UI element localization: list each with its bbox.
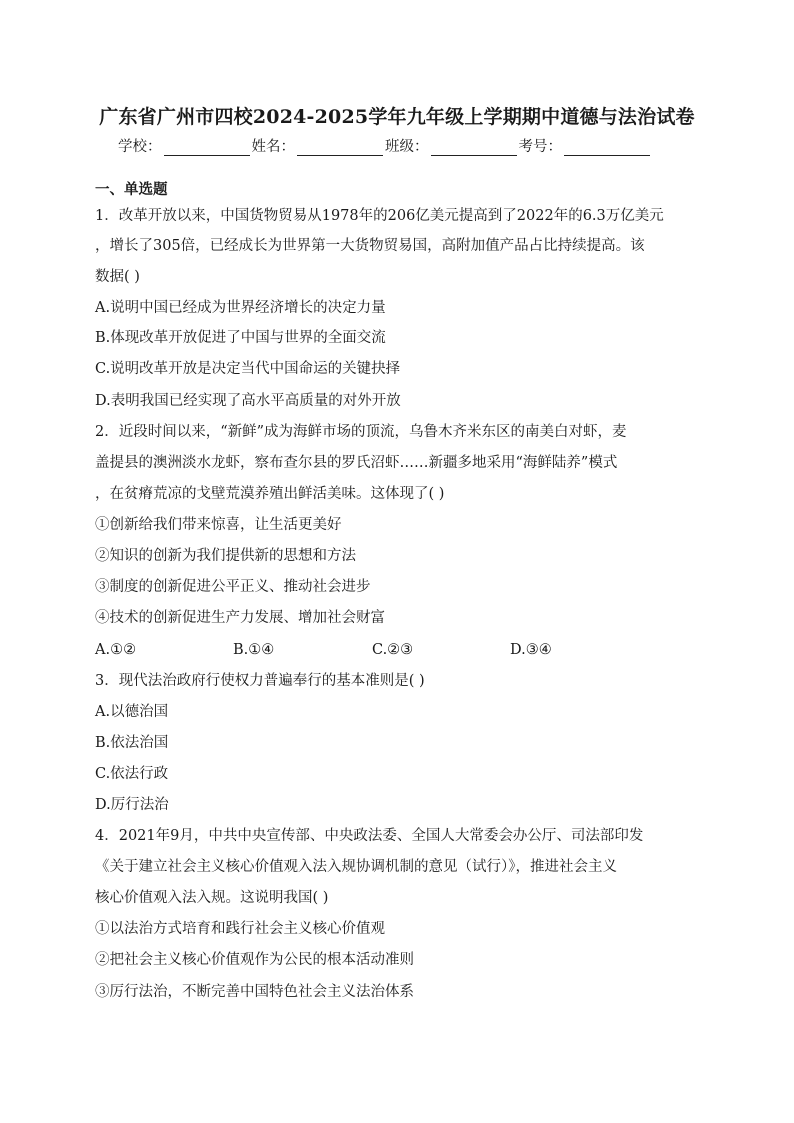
q2-statement-4: ④技术的创新促进生产力发展、增加社会财富 bbox=[95, 610, 385, 626]
q4-statement-3: ③厉行法治，不断完善中国特色社会主义法治体系 bbox=[95, 984, 414, 1000]
q1-option-d: D.表明我国已经实现了高水平高质量的对外开放 bbox=[95, 393, 401, 409]
q1-stem-line-1: 1．改革开放以来，中国货物贸易从1978年的206亿美元提高到了2022年的6.3万亿美元 bbox=[95, 208, 664, 224]
q4-statement-2: ②把社会主义核心价值观作为公民的根本活动准则 bbox=[95, 952, 414, 968]
q2-statement-1: ①创新给我们带来惊喜，让生活更美好 bbox=[95, 517, 342, 533]
q2-stem-line-1: 2．近段时间以来，“新鲜”成为海鲜市场的顶流，乌鲁木齐米东区的南美白对虾，麦 bbox=[95, 424, 627, 440]
school-blank[interactable] bbox=[164, 141, 250, 156]
q3-option-c: C.依法行政 bbox=[95, 766, 169, 782]
q2-option-b: B.①④ bbox=[233, 642, 275, 658]
q1-option-c: C.说明改革开放是决定当代中国命运的关键抉择 bbox=[95, 361, 401, 377]
exam-number-label: 考号： bbox=[518, 139, 562, 155]
class-label: 班级： bbox=[385, 139, 429, 155]
class-blank[interactable] bbox=[431, 141, 517, 156]
q2-option-a: A.①② bbox=[95, 642, 137, 658]
q1-stem-line-2: ，增长了305倍，已经成长为世界第一大货物贸易国，高附加值产品占比持续提高。该 bbox=[95, 238, 645, 254]
q1-stem-line-3: 数据( ) bbox=[95, 269, 140, 285]
q2-option-c: C.②③ bbox=[372, 642, 414, 658]
q2-stem-line-2: 盖提县的澳洲淡水龙虾，察布查尔县的罗氏沼虾……新疆多地采用“海鲜陆养”模式 bbox=[95, 455, 618, 471]
q4-statement-1: ①以法治方式培育和践行社会主义核心价值观 bbox=[95, 921, 385, 937]
q1-option-a: A.说明中国已经成为世界经济增长的决定力量 bbox=[95, 300, 386, 316]
exam-number-blank[interactable] bbox=[564, 141, 650, 156]
exam-title: 广东省广州市四校2024-2025学年九年级上学期期中道德与法治试卷 bbox=[99, 106, 695, 128]
q4-stem-line-3: 核心价值观入法入规。这说明我国( ) bbox=[95, 890, 329, 906]
q4-stem-line-2: 《关于建立社会主义核心价值观入法入规协调机制的意见（试行）》，推进社会主义 bbox=[95, 859, 617, 875]
section-title: 一、单选题 bbox=[95, 181, 168, 198]
q4-stem-line-1: 4．2021年9月，中共中央宣传部、中央政法委、全国人大常委会办公厅、司法部印发 bbox=[95, 828, 644, 844]
q2-option-d: D.③④ bbox=[510, 642, 552, 658]
q1-option-b: B.体现改革开放促进了中国与世界的全面交流 bbox=[95, 330, 386, 346]
q2-statement-3: ③制度的创新促进公平正义、推动社会进步 bbox=[95, 579, 371, 595]
name-label: 姓名： bbox=[251, 139, 295, 155]
school-label: 学校： bbox=[118, 139, 162, 155]
q3-option-b: B.依法治国 bbox=[95, 735, 169, 751]
q3-option-d: D.厉行法治 bbox=[95, 797, 169, 813]
q2-statement-2: ②知识的创新为我们提供新的思想和方法 bbox=[95, 548, 356, 564]
student-info-row bbox=[118, 135, 698, 156]
q2-stem-line-3: ，在贫瘠荒凉的戈壁荒漠养殖出鲜活美味。这体现了( ) bbox=[95, 486, 445, 502]
q3-option-a: A.以德治国 bbox=[95, 704, 169, 720]
name-blank[interactable] bbox=[297, 141, 383, 156]
q3-stem: 3．现代法治政府行使权力普遍奉行的基本准则是( ) bbox=[95, 673, 425, 689]
